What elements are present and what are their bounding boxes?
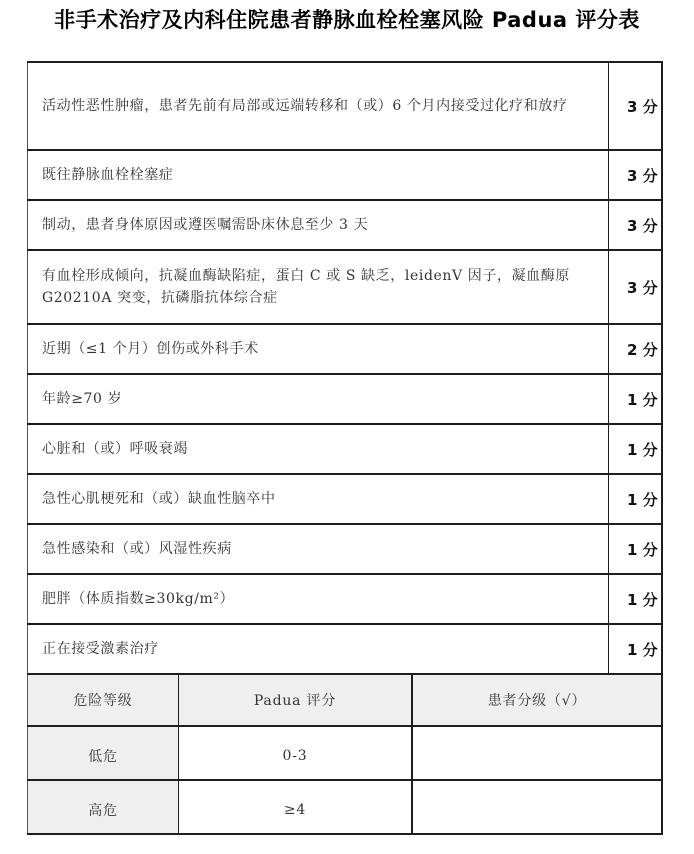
spacer-cell xyxy=(412,726,662,733)
padua-score-cell: ≥4 xyxy=(179,787,413,834)
criteria-item: 正在接受激素治疗 xyxy=(28,624,609,674)
criteria-score: 2 分 xyxy=(609,324,663,374)
row-spacer xyxy=(28,780,663,787)
criteria-item: 年龄≥70 岁 xyxy=(28,374,609,424)
criteria-row xyxy=(28,624,663,674)
criteria-score: 1 分 xyxy=(609,424,663,474)
criteria-score: 1 分 xyxy=(609,624,663,674)
criteria-score: 1 分 xyxy=(609,524,663,574)
row-spacer xyxy=(28,726,663,733)
criteria-item: 活动性恶性肿瘤，患者先前有局部或远端转移和（或）6 个月内接受过化疗和放疗 xyxy=(28,62,609,150)
criteria-score: 3 分 xyxy=(609,150,663,200)
criteria-score: 3 分 xyxy=(609,62,663,150)
criteria-item: 近期（≤1 个月）创伤或外科手术 xyxy=(28,324,609,374)
risk-level-table xyxy=(27,673,663,835)
criteria-table xyxy=(27,61,663,675)
criteria-score: 1 分 xyxy=(609,474,663,524)
criteria-row xyxy=(28,524,663,574)
criteria-row xyxy=(28,250,663,324)
spacer-cell xyxy=(179,780,413,787)
criteria-item: 有血栓形成倾向，抗凝血酶缺陷症，蛋白 C 或 S 缺乏，leidenV 因子，凝血酶原 G20210A 突变，抗磷脂抗体综合症 xyxy=(28,250,609,324)
patient-grade-header: 患者分级（√） xyxy=(412,674,662,726)
criteria-item: 既往静脉血栓栓塞症 xyxy=(28,150,609,200)
padua-score-cell: 0-3 xyxy=(179,733,413,780)
criteria-row xyxy=(28,150,663,200)
spacer-cell xyxy=(28,780,179,787)
criteria-row xyxy=(28,62,663,150)
risk-header-row xyxy=(28,674,663,726)
padua-score-header: Padua 评分 xyxy=(179,674,413,726)
criteria-score: 1 分 xyxy=(609,574,663,624)
criteria-item: 心脏和（或）呼吸衰竭 xyxy=(28,424,609,474)
criteria-row xyxy=(28,424,663,474)
spacer-cell xyxy=(179,726,413,733)
criteria-score: 1 分 xyxy=(609,374,663,424)
patient-grade-cell[interactable] xyxy=(412,787,662,834)
criteria-row xyxy=(28,474,663,524)
criteria-row xyxy=(28,574,663,624)
risk-level-cell: 低危 xyxy=(28,733,179,780)
page-title: 非手术治疗及内科住院患者静脉血栓栓塞风险 Padua 评分表 xyxy=(54,8,640,32)
patient-grade-cell[interactable] xyxy=(412,733,662,780)
criteria-score: 3 分 xyxy=(609,200,663,250)
risk-level-header: 危险等级 xyxy=(28,674,179,726)
criteria-item: 急性感染和（或）风湿性疾病 xyxy=(28,524,609,574)
criteria-score: 3 分 xyxy=(609,250,663,324)
criteria-item: 肥胖（体质指数≥30kg/m²） xyxy=(28,574,609,624)
risk-level-cell: 高危 xyxy=(28,787,179,834)
criteria-row xyxy=(28,200,663,250)
criteria-row xyxy=(28,324,663,374)
risk-row-low xyxy=(28,733,663,780)
risk-row-high xyxy=(28,787,663,834)
criteria-row xyxy=(28,374,663,424)
spacer-cell xyxy=(28,726,179,733)
criteria-item: 制动，患者身体原因或遵医嘱需卧床休息至少 3 天 xyxy=(28,200,609,250)
criteria-item: 急性心肌梗死和（或）缺血性脑卒中 xyxy=(28,474,609,524)
spacer-cell xyxy=(412,780,662,787)
